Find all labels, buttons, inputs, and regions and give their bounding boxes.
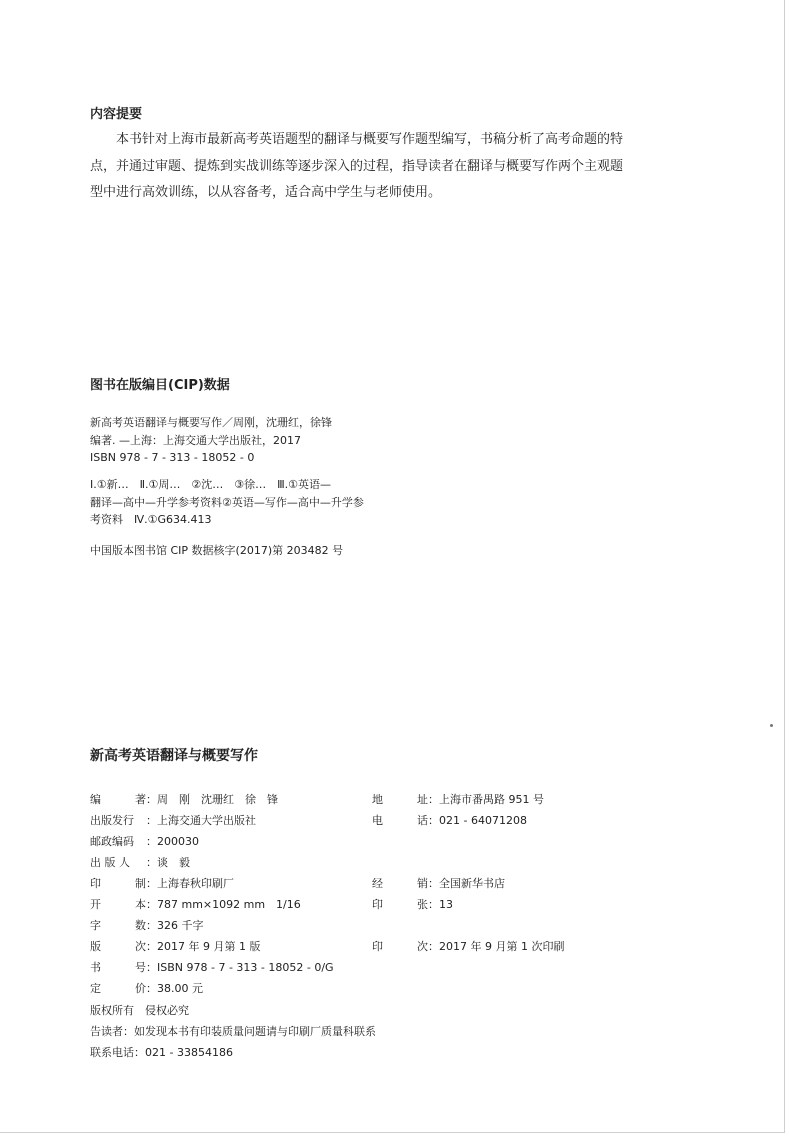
detail-label-char: 次 [417, 940, 428, 953]
detail-label [372, 957, 428, 978]
detail-label-char: 著 [135, 793, 146, 806]
detail-label [372, 852, 428, 873]
detail-label-char: 书 [90, 961, 101, 974]
detail-value: ：全国新华书店 [428, 877, 505, 890]
detail-label [90, 957, 146, 978]
detail-value: ：周 刚 沈珊红 徐 锋 [146, 793, 278, 806]
detail-label [90, 831, 146, 852]
detail-row [90, 936, 370, 957]
detail-label [90, 915, 146, 936]
detail-label [372, 894, 428, 915]
detail-label [372, 936, 428, 957]
detail-value: ：787 mm×1092 mm 1/16 [146, 898, 301, 911]
cip-heading: 图书在版编目(CIP)数据 [90, 378, 230, 393]
reader-notice: 告读者：如发现本书有印装质量问题请与印刷厂质量科联系 [90, 1025, 376, 1038]
detail-row [372, 873, 692, 894]
detail-label-char: 出版发行 [90, 814, 134, 827]
detail-label-char: 印 [372, 898, 383, 911]
cip-record-block [90, 414, 332, 467]
detail-row [90, 831, 370, 852]
detail-label [90, 978, 146, 999]
detail-row [90, 873, 370, 894]
detail-label [90, 852, 146, 873]
copyright-footer [90, 1000, 376, 1063]
detail-row [90, 789, 370, 810]
detail-label [90, 894, 146, 915]
detail-label-char: 号 [135, 961, 146, 974]
cip-line: Ⅰ.①新… Ⅱ.①周… ②沈… ③徐… Ⅲ.①英语— [90, 478, 332, 491]
cip-line: 考资料 Ⅳ.①G634.413 [90, 513, 212, 526]
abstract-heading: 内容提要 [90, 107, 143, 122]
detail-value: ：谈 毅 [146, 856, 190, 869]
contact-phone: 联系电话：021 - 33854186 [90, 1046, 233, 1059]
detail-label [372, 831, 428, 852]
detail-label [372, 978, 428, 999]
detail-label [372, 873, 428, 894]
cip-line: 翻译—高中—升学参考资料②英语—写作—高中—升学参 [90, 495, 364, 509]
detail-label-char: 制 [135, 877, 146, 890]
detail-label [372, 915, 428, 936]
detail-label [90, 789, 146, 810]
detail-row [90, 810, 370, 831]
cip-line: 中国版本图书馆 CIP 数据核字(2017)第 203482 号 [90, 544, 344, 557]
detail-row [372, 894, 692, 915]
detail-value: ：13 [428, 898, 453, 911]
detail-value: ：326 千字 [146, 919, 204, 932]
detail-value: ：2017 年 9 月第 1 版 [146, 940, 261, 953]
detail-label [90, 810, 146, 831]
cip-line: ISBN 978 - 7 - 313 - 18052 - 0 [90, 451, 255, 464]
detail-row [90, 978, 370, 999]
detail-row [372, 957, 692, 978]
detail-label-char: 话 [417, 814, 428, 827]
detail-label-char: 字 [90, 919, 101, 932]
cip-classification-block [90, 476, 364, 529]
detail-value: ：上海交通大学出版社 [146, 814, 256, 827]
detail-label-char: 定 [90, 982, 101, 995]
detail-row [90, 894, 370, 915]
detail-label-char: 电 [372, 814, 383, 827]
detail-label-char: 张 [417, 898, 428, 911]
publication-details-left [90, 789, 370, 999]
detail-label-char: 价 [135, 982, 146, 995]
detail-label-char: 地 [372, 793, 383, 806]
detail-label-char: 编 [90, 793, 101, 806]
detail-row [372, 831, 692, 852]
abstract-paragraph: 本书针对上海市最新高考英语题型的翻译与概要写作题型编写，书稿分析了高考命题的特点，并通过审题、提炼到实战训练等逐步深入的过程，指导读者在翻译与概要写作两个主观题型中进行高效训练，以从容备考，适合高中学生与老师使用。 [90, 132, 624, 200]
detail-label-char: 印 [372, 940, 383, 953]
detail-label-char: 次 [135, 940, 146, 953]
detail-label-char: 版 [90, 940, 101, 953]
rights-reserved: 版权所有 侵权必究 [90, 1004, 189, 1017]
detail-row [372, 936, 692, 957]
detail-label-char: 销 [417, 877, 428, 890]
cip-number-block [90, 542, 343, 560]
detail-row [372, 789, 692, 810]
detail-label [90, 873, 146, 894]
print-speck [770, 724, 773, 727]
detail-label-char: 址 [417, 793, 428, 806]
detail-label [372, 810, 428, 831]
detail-row [90, 957, 370, 978]
detail-label [372, 789, 428, 810]
detail-label-char: 邮政编码 [90, 835, 134, 848]
detail-row [372, 915, 692, 936]
detail-label-char: 开 [90, 898, 101, 911]
cip-line: 新高考英语翻译与概要写作／周刚，沈珊红，徐锋 [90, 416, 332, 429]
detail-row [90, 852, 370, 873]
detail-label-char: 本 [135, 898, 146, 911]
publication-details-right [372, 789, 692, 999]
detail-row [372, 852, 692, 873]
detail-value: ：上海市番禺路 951 号 [428, 793, 544, 806]
detail-label-char: 印 [90, 877, 101, 890]
detail-value: ：021 - 64071208 [428, 814, 527, 827]
detail-label-char: 出 版 人 [90, 856, 130, 869]
detail-value: ：200030 [146, 835, 199, 848]
detail-label-char: 经 [372, 877, 383, 890]
detail-value: ：2017 年 9 月第 1 次印刷 [428, 940, 565, 953]
detail-row [372, 810, 692, 831]
detail-value: ：38.00 元 [146, 982, 203, 995]
detail-label-char: 数 [135, 919, 146, 932]
detail-row [372, 978, 692, 999]
cip-line: 编著. —上海：上海交通大学出版社，2017 [90, 433, 301, 447]
detail-value: ：ISBN 978 - 7 - 313 - 18052 - 0/G [146, 961, 334, 974]
detail-label [90, 936, 146, 957]
detail-row [90, 915, 370, 936]
book-title: 新高考英语翻译与概要写作 [90, 748, 258, 764]
abstract-body [90, 127, 630, 207]
detail-value: ：上海春秋印刷厂 [146, 877, 234, 890]
